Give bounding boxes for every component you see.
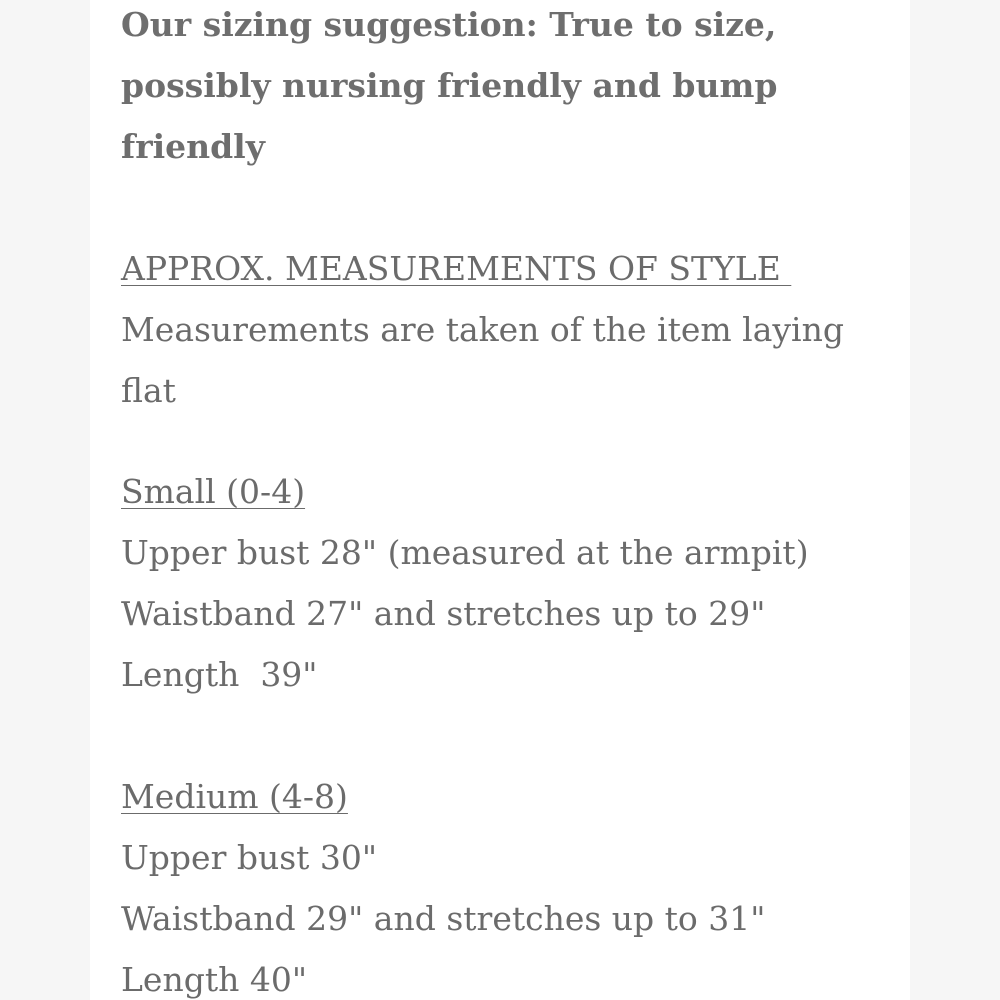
size-medium-upper-bust: Upper bust 30" (121, 838, 378, 877)
product-description (121, 0, 881, 1000)
size-small-waistband: Waistband 27" and stretches up to 29" (121, 594, 766, 633)
size-medium-waistband: Waistband 29" and stretches up to 31" (121, 899, 766, 938)
measurements-note-line-1: Measurements are taken of the item laying (121, 310, 844, 349)
spacer (121, 421, 881, 461)
size-medium-heading: Medium (4-8) (121, 777, 348, 816)
sizing-suggestion-line-3: friendly (121, 127, 265, 166)
size-small-upper-bust: Upper bust 28" (measured at the armpit) (121, 533, 809, 572)
spacer (121, 705, 881, 766)
spacer (121, 177, 881, 238)
size-medium-length: Length 40" (121, 960, 307, 999)
measurements-heading: APPROX. MEASUREMENTS OF STYLE (121, 249, 792, 288)
sizing-suggestion-line-2: possibly nursing friendly and bump (121, 66, 778, 105)
measurements-note-line-2: flat (121, 371, 176, 410)
size-small-length: Length 39" (121, 655, 318, 694)
size-small-heading: Small (0-4) (121, 472, 306, 511)
sizing-suggestion-line-1: Our sizing suggestion: True to size, (121, 5, 777, 44)
